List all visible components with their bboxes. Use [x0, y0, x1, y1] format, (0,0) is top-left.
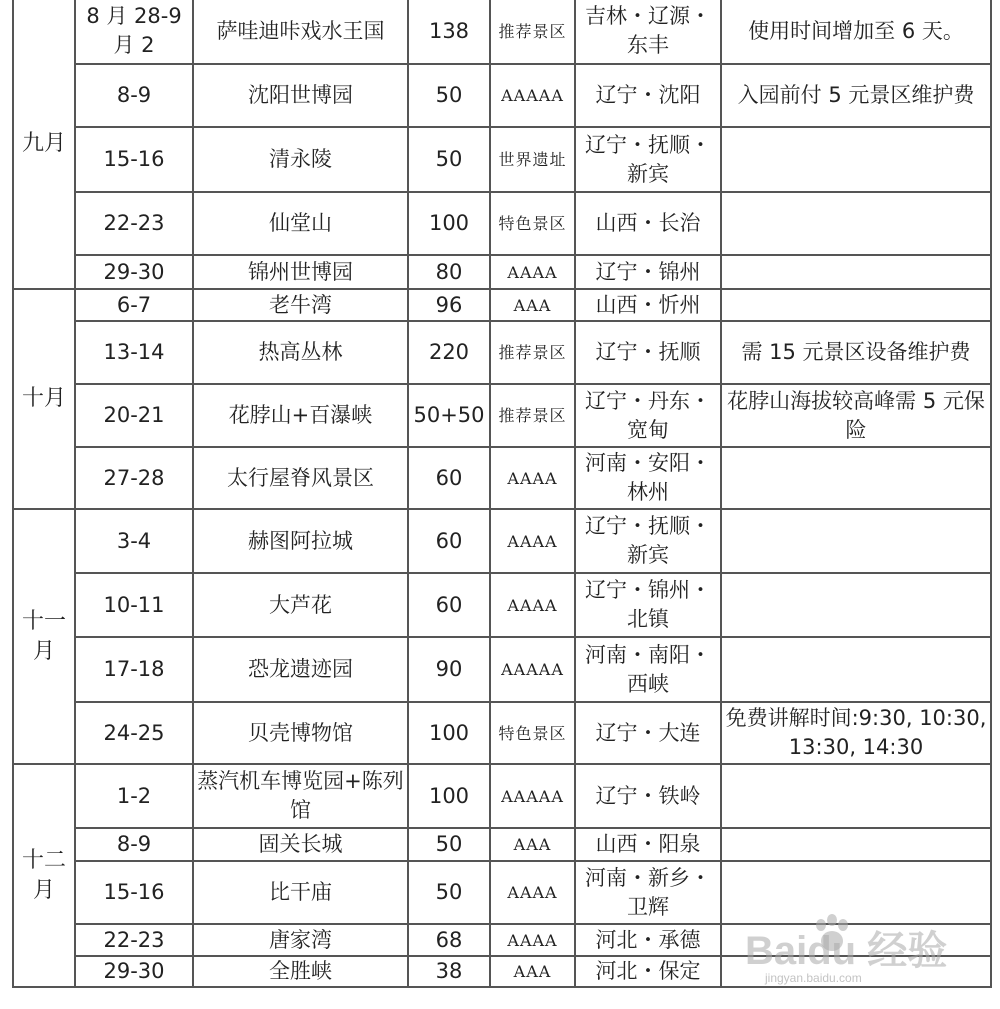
date-cell: 17-18 — [75, 637, 193, 702]
attraction-name-cell: 沈阳世博园 — [193, 64, 408, 127]
attraction-name-cell: 大芦花 — [193, 573, 408, 637]
note-cell — [721, 127, 991, 192]
price-cell: 100 — [408, 192, 490, 255]
price-cell: 96 — [408, 289, 490, 321]
table-row — [13, 509, 991, 573]
note-cell: 入园前付 5 元景区维护费 — [721, 64, 991, 127]
price-cell: 50+50 — [408, 384, 490, 447]
price-cell: 100 — [408, 702, 490, 764]
note-cell: 需 15 元景区设备维护费 — [721, 321, 991, 384]
price-cell: 68 — [408, 924, 490, 956]
price-cell: 50 — [408, 127, 490, 192]
note-cell — [721, 764, 991, 828]
attraction-name-cell: 老牛湾 — [193, 289, 408, 321]
table-row — [13, 447, 991, 509]
location-cell: 河南・南阳・西峡 — [575, 637, 721, 702]
attraction-name-cell: 全胜峡 — [193, 956, 408, 987]
grade-cell: 推荐景区 — [490, 0, 575, 64]
date-cell: 8 月 28-9 月 2 — [75, 0, 193, 64]
attraction-name-cell: 唐家湾 — [193, 924, 408, 956]
location-cell: 辽宁・沈阳 — [575, 64, 721, 127]
location-cell: 河北・承德 — [575, 924, 721, 956]
table-row — [13, 192, 991, 255]
price-cell: 220 — [408, 321, 490, 384]
month-cell: 十二月 — [13, 764, 75, 987]
note-cell — [721, 192, 991, 255]
grade-cell: AAAA — [490, 924, 575, 956]
month-cell: 十一月 — [13, 509, 75, 764]
watermark-url: jingyan.baidu.com — [765, 971, 862, 985]
grade-cell: AAAAA — [490, 637, 575, 702]
price-cell: 50 — [408, 861, 490, 924]
date-cell: 6-7 — [75, 289, 193, 321]
grade-cell: AAAA — [490, 509, 575, 573]
note-cell — [721, 289, 991, 321]
price-cell: 50 — [408, 828, 490, 861]
table-row — [13, 764, 991, 828]
date-cell: 15-16 — [75, 861, 193, 924]
location-cell: 山西・长治 — [575, 192, 721, 255]
grade-cell: AAA — [490, 956, 575, 987]
date-cell: 15-16 — [75, 127, 193, 192]
note-cell — [721, 637, 991, 702]
grade-cell: 特色景区 — [490, 192, 575, 255]
note-cell — [721, 509, 991, 573]
note-cell: 花脖山海拔较高峰需 5 元保险 — [721, 384, 991, 447]
date-cell: 29-30 — [75, 956, 193, 987]
price-cell: 100 — [408, 764, 490, 828]
grade-cell: AAA — [490, 289, 575, 321]
price-cell: 50 — [408, 64, 490, 127]
table-row — [13, 127, 991, 192]
location-cell: 辽宁・抚顺・新宾 — [575, 509, 721, 573]
date-cell: 13-14 — [75, 321, 193, 384]
location-cell: 河北・保定 — [575, 956, 721, 987]
month-cell: 十月 — [13, 289, 75, 509]
baidu-jingyan-watermark — [745, 913, 955, 991]
date-cell: 8-9 — [75, 828, 193, 861]
table-row — [13, 573, 991, 637]
date-cell: 22-23 — [75, 924, 193, 956]
date-cell: 1-2 — [75, 764, 193, 828]
location-cell: 河南・新乡・卫辉 — [575, 861, 721, 924]
table-row — [13, 637, 991, 702]
table-row — [13, 321, 991, 384]
note-cell: 免费讲解时间:9:30, 10:30, 13:30, 14:30 — [721, 702, 991, 764]
attraction-name-cell: 蒸汽机车博览园+陈列馆 — [193, 764, 408, 828]
table-row — [13, 828, 991, 861]
location-cell: 辽宁・抚顺・新宾 — [575, 127, 721, 192]
note-cell — [721, 255, 991, 289]
grade-cell: AAAA — [490, 573, 575, 637]
grade-cell: 特色景区 — [490, 702, 575, 764]
watermark-brand: Baidu 经验 — [745, 929, 948, 973]
attraction-name-cell: 萨哇迪咔戏水王国 — [193, 0, 408, 64]
date-cell: 8-9 — [75, 64, 193, 127]
location-cell: 辽宁・大连 — [575, 702, 721, 764]
attraction-name-cell: 恐龙遗迹园 — [193, 637, 408, 702]
grade-cell: AAAA — [490, 447, 575, 509]
grade-cell: AAAAA — [490, 764, 575, 828]
location-cell: 辽宁・丹东・宽甸 — [575, 384, 721, 447]
attraction-name-cell: 花脖山+百瀑峡 — [193, 384, 408, 447]
grade-cell: AAAA — [490, 255, 575, 289]
date-cell: 20-21 — [75, 384, 193, 447]
attraction-name-cell: 热高丛林 — [193, 321, 408, 384]
grade-cell: AAA — [490, 828, 575, 861]
location-cell: 辽宁・锦州・北镇 — [575, 573, 721, 637]
table-row — [13, 255, 991, 289]
note-cell — [721, 573, 991, 637]
table-row — [13, 384, 991, 447]
price-cell: 90 — [408, 637, 490, 702]
table-row — [13, 289, 991, 321]
location-cell: 河南・安阳・林州 — [575, 447, 721, 509]
price-cell: 60 — [408, 447, 490, 509]
grade-cell: 世界遗址 — [490, 127, 575, 192]
grade-cell: 推荐景区 — [490, 384, 575, 447]
note-cell — [721, 447, 991, 509]
date-cell: 22-23 — [75, 192, 193, 255]
table-row — [13, 64, 991, 127]
price-cell: 138 — [408, 0, 490, 64]
location-cell: 山西・忻州 — [575, 289, 721, 321]
price-cell: 80 — [408, 255, 490, 289]
location-cell: 辽宁・铁岭 — [575, 764, 721, 828]
location-cell: 山西・阳泉 — [575, 828, 721, 861]
date-cell: 27-28 — [75, 447, 193, 509]
date-cell: 24-25 — [75, 702, 193, 764]
location-cell: 辽宁・锦州 — [575, 255, 721, 289]
note-cell — [721, 828, 991, 861]
attraction-name-cell: 锦州世博园 — [193, 255, 408, 289]
attraction-name-cell: 太行屋脊风景区 — [193, 447, 408, 509]
price-cell: 60 — [408, 573, 490, 637]
table-row — [13, 0, 991, 64]
month-cell: 九月 — [13, 0, 75, 289]
location-cell: 辽宁・抚顺 — [575, 321, 721, 384]
attraction-name-cell: 仙堂山 — [193, 192, 408, 255]
schedule-table — [12, 0, 992, 988]
date-cell: 10-11 — [75, 573, 193, 637]
attraction-name-cell: 比干庙 — [193, 861, 408, 924]
location-cell: 吉林・辽源・东丰 — [575, 0, 721, 64]
note-cell: 使用时间增加至 6 天。 — [721, 0, 991, 64]
grade-cell: 推荐景区 — [490, 321, 575, 384]
date-cell: 3-4 — [75, 509, 193, 573]
attraction-name-cell: 赫图阿拉城 — [193, 509, 408, 573]
grade-cell: AAAAA — [490, 64, 575, 127]
grade-cell: AAAA — [490, 861, 575, 924]
date-cell: 29-30 — [75, 255, 193, 289]
price-cell: 38 — [408, 956, 490, 987]
price-cell: 60 — [408, 509, 490, 573]
attraction-name-cell: 清永陵 — [193, 127, 408, 192]
table-row — [13, 702, 991, 764]
attraction-name-cell: 固关长城 — [193, 828, 408, 861]
attraction-name-cell: 贝壳博物馆 — [193, 702, 408, 764]
